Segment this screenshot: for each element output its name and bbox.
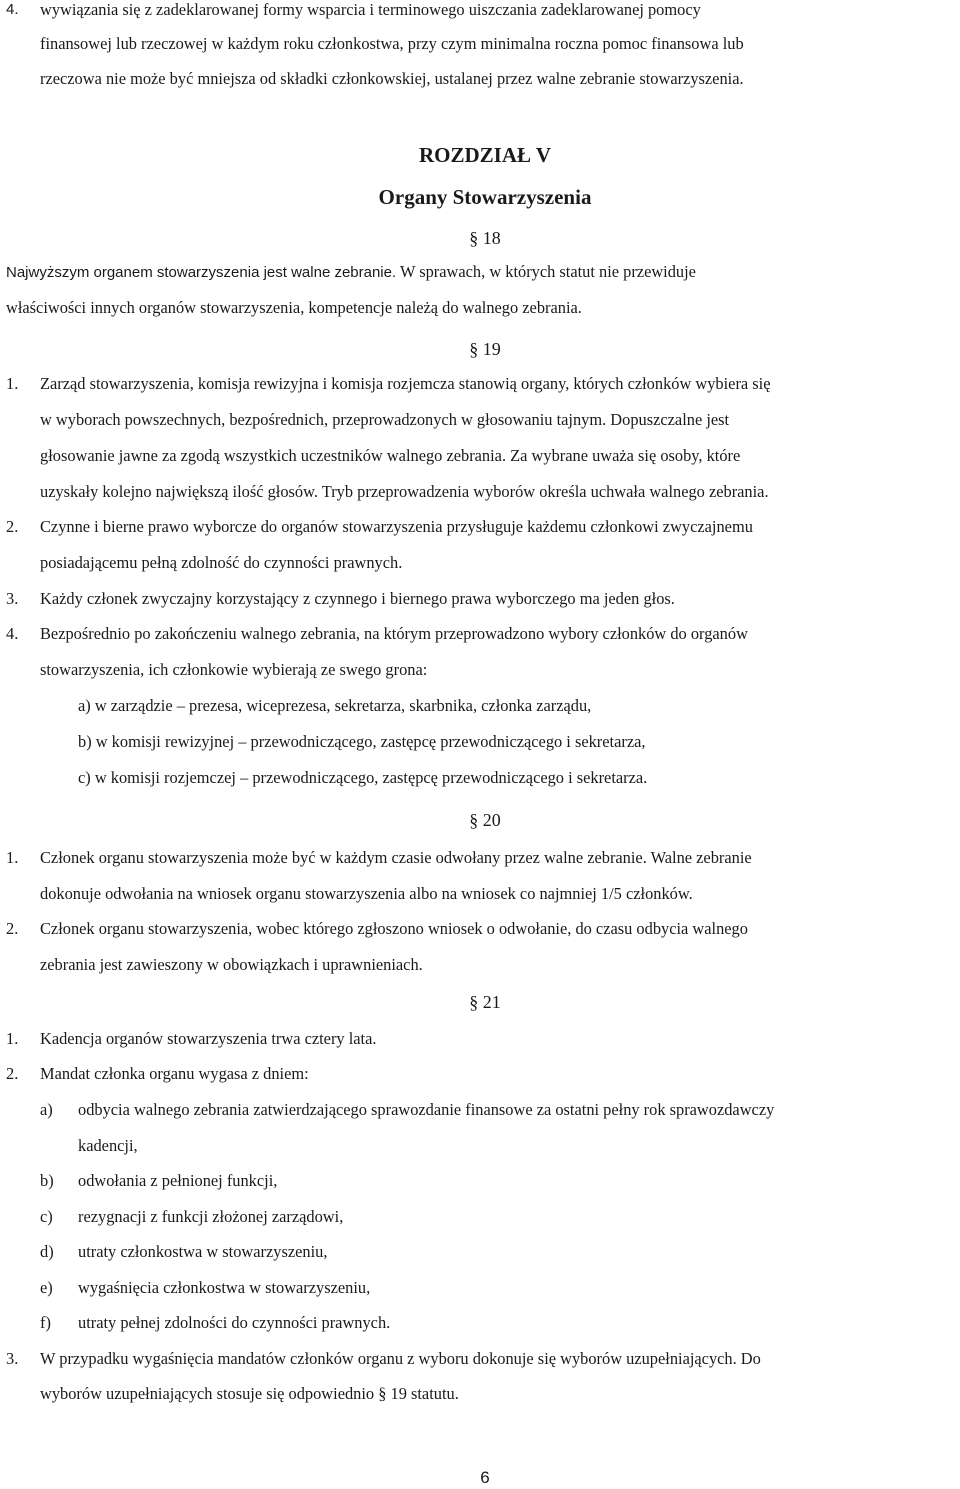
point-text-line: Zarząd stowarzyszenia, komisja rewizyjna i komisja rozjemcza stanowią organy, których członków wybiera się	[40, 374, 771, 393]
page-number: 6	[480, 1468, 490, 1487]
list-label: f)	[40, 1313, 51, 1332]
point-text-line: Członek organu stowarzyszenia, wobec którego zgłoszono wniosek o odwołanie, do czasu odbycia walnego	[40, 919, 748, 938]
point-text-line: wywiązania się z zadeklarowanej formy wsparcia i terminowego uiszczania zadeklarowanej pomocy	[40, 0, 701, 19]
point-text-line: W przypadku wygaśnięcia mandatów członków organu z wyboru dokonuje się wyborów uzupełniających. Do	[40, 1349, 761, 1368]
list-item: kadencji,	[78, 1136, 138, 1155]
point-text-line: wyborów uzupełniających stosuje się odpowiednio § 19 statutu.	[40, 1384, 459, 1403]
section-mark-20: § 20	[469, 810, 501, 830]
point-text-line: Każdy członek zwyczajny korzystający z czynnego i biernego prawa wyborczego ma jeden głos.	[40, 589, 675, 608]
point-number: 3.	[6, 589, 19, 608]
list-item: rezygnacji z funkcji złożonej zarządowi,	[78, 1207, 344, 1226]
point-text-line: zebrania jest zawieszony w obowiązkach i uprawnieniach.	[40, 955, 423, 974]
section-mark-21: § 21	[469, 992, 501, 1012]
s18-text-line	[6, 262, 696, 283]
point-number: 3.	[6, 1349, 19, 1368]
point-text-line: rzeczowa nie może być mniejsza od składki członkowskiej, ustalanej przez walne zebranie stowarzyszenia.	[40, 69, 744, 88]
point-text-line: w wyborach powszechnych, bezpośrednich, przeprowadzonych w głosowaniu tajnym. Dopuszczalne jest	[40, 410, 730, 429]
point-number: 2.	[6, 1064, 19, 1083]
section-mark-19: § 19	[469, 339, 501, 359]
point-text-line: Mandat członka organu wygasa z dniem:	[40, 1064, 309, 1083]
chapter-subtitle: Organy Stowarzyszenia	[378, 185, 592, 209]
list-label: a)	[40, 1100, 53, 1119]
point-number: 1.	[6, 848, 19, 867]
chapter-title: ROZDZIAŁ V	[418, 143, 552, 167]
point-text-line: dokonuje odwołania na wniosek organu stowarzyszenia albo na wniosek co najmniej 1/5 członków.	[40, 884, 693, 903]
point-text-line: Członek organu stowarzyszenia może być w każdym czasie odwołany przez walne zebranie. Walne zebranie	[40, 848, 752, 867]
point-text-line: Bezpośrednio po zakończeniu walnego zebrania, na którym przeprowadzono wybory członków do organów	[40, 624, 748, 643]
list-item: utraty członkostwa w stowarzyszeniu,	[78, 1242, 328, 1261]
point-text-line: Kadencja organów stowarzyszenia trwa cztery lata.	[40, 1029, 377, 1048]
point-number: 4.	[6, 1, 19, 18]
s18-cont-text: W sprawach, w których statut nie przewiduje	[396, 262, 696, 281]
list-item: odwołania z pełnionej funkcji,	[78, 1171, 278, 1190]
section-mark-18: § 18	[469, 228, 501, 248]
list-item: b) w komisji rewizyjnej – przewodniczącego, zastępcę przewodniczącego i sekretarza,	[78, 732, 646, 751]
list-label: b)	[40, 1171, 54, 1190]
point-number: 1.	[6, 374, 19, 393]
list-item: odbycia walnego zebrania zatwierdzającego sprawozdanie finansowe za ostatni pełny rok sprawozdawczy	[78, 1100, 775, 1119]
point-text-line: stowarzyszenia, ich członkowie wybierają ze swego grona:	[40, 660, 428, 679]
point-number: 2.	[6, 919, 19, 938]
list-item: wygaśnięcia członkostwa w stowarzyszeniu,	[78, 1278, 371, 1297]
point-number: 1.	[6, 1029, 19, 1048]
s18-lead-text: Najwyższym organem stowarzyszenia jest walne zebranie.	[6, 264, 397, 281]
s18-text-line-2: właściwości innych organów stowarzyszenia, kompetencje należą do walnego zebrania.	[6, 298, 582, 317]
point-text-line: finansowej lub rzeczowej w każdym roku członkostwa, przy czym minimalna roczna pomoc finansowa lub	[40, 34, 744, 53]
list-item: c) w komisji rozjemczej – przewodniczącego, zastępcę przewodniczącego i sekretarza.	[78, 768, 648, 787]
point-number: 4.	[6, 624, 19, 643]
point-number: 2.	[6, 517, 19, 536]
point-text-line: Czynne i bierne prawo wyborcze do organów stowarzyszenia przysługuje każdemu członkowi zwyczajnemu	[40, 517, 753, 536]
list-label: d)	[40, 1242, 54, 1261]
point-text-line: uzyskały kolejno największą ilość głosów. Tryb przeprowadzenia wyborów określa uchwała walnego zebrania.	[40, 482, 769, 501]
list-label: e)	[40, 1278, 53, 1297]
point-text-line: posiadającemu pełną zdolność do czynności prawnych.	[40, 553, 403, 572]
list-item: utraty pełnej zdolności do czynności prawnych.	[78, 1313, 391, 1332]
point-text-line: głosowanie jawne za zgodą wszystkich uczestników walnego zebrania. Za wybrane uważa się osoby, które	[40, 446, 741, 465]
list-label: c)	[40, 1207, 53, 1226]
list-item: a) w zarządzie – prezesa, wiceprezesa, sekretarza, skarbnika, członka zarządu,	[78, 696, 592, 715]
